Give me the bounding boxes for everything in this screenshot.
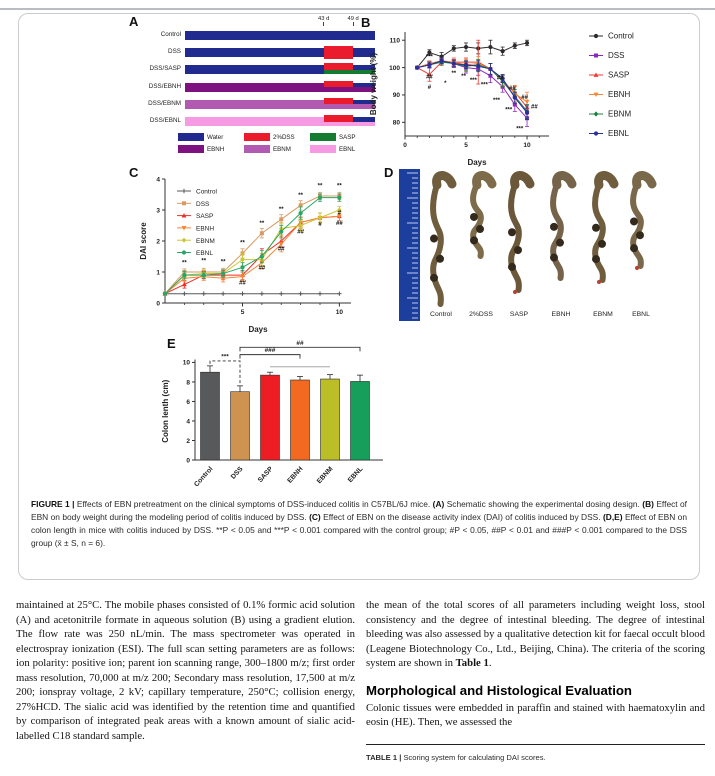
- legend-label: 2%DSS: [273, 133, 295, 141]
- svg-text:DSS: DSS: [229, 465, 245, 481]
- svg-text:##: ##: [496, 75, 504, 82]
- dosing-segment-dss: [324, 46, 353, 59]
- svg-text:###: ###: [264, 347, 276, 355]
- svg-text:Body weight (%): Body weight (%): [369, 52, 378, 116]
- dosing-bar: [185, 31, 375, 40]
- section-heading: Morphological and Histological Evaluation: [366, 682, 632, 698]
- svg-text:SASP: SASP: [196, 213, 214, 221]
- colon-photograph: [391, 166, 686, 326]
- dosing-row-label: Control: [160, 31, 181, 38]
- svg-text:##: ##: [297, 229, 304, 236]
- svg-text:100: 100: [389, 64, 400, 72]
- dosing-segment-water: [185, 48, 324, 57]
- svg-text:##: ##: [521, 94, 528, 101]
- svg-text:EBNM: EBNM: [196, 237, 215, 245]
- svg-text:**: **: [201, 258, 207, 265]
- svg-text:**: **: [182, 260, 187, 267]
- right-column: [366, 598, 705, 765]
- svg-text:EBNM: EBNM: [315, 465, 335, 486]
- bold-segment: (B): [642, 499, 654, 509]
- svg-text:110: 110: [389, 37, 400, 45]
- time-mark-label: 49 d: [347, 16, 359, 22]
- svg-text:#: #: [337, 210, 342, 217]
- svg-text:10: 10: [182, 359, 190, 367]
- svg-text:Days: Days: [248, 325, 268, 334]
- svg-text:Days: Days: [467, 158, 487, 167]
- svg-text:4: 4: [186, 418, 190, 426]
- svg-text:Control: Control: [430, 311, 452, 318]
- dosing-bar: [185, 65, 375, 74]
- svg-text:90: 90: [392, 92, 400, 100]
- legend-swatch: [310, 133, 336, 141]
- text-segment: Effect of EBN on the disease activity index (DAI) of colitis induced by DSS.: [320, 512, 603, 523]
- svg-text:***: ***: [469, 77, 477, 84]
- svg-text:2%DSS: 2%DSS: [469, 311, 493, 318]
- dosing-row-label: DSS: [168, 48, 181, 56]
- svg-text:EBNM: EBNM: [608, 109, 632, 119]
- panel-a-dosing-schematic: [127, 17, 377, 163]
- bold-segment: Table 1: [455, 657, 489, 670]
- svg-text:EBNH: EBNH: [286, 465, 305, 485]
- legend-label: EBNM: [273, 145, 291, 153]
- dosing-legend: [169, 133, 377, 157]
- svg-text:***: ***: [221, 353, 229, 361]
- svg-text:4: 4: [156, 176, 160, 184]
- panel-c-label: C: [129, 165, 139, 180]
- dosing-segment-ebnm: [185, 100, 324, 109]
- time-mark-tick: [353, 22, 354, 26]
- page-top-rule: [0, 8, 715, 10]
- svg-text:##: ##: [509, 86, 516, 93]
- svg-text:10: 10: [335, 309, 343, 316]
- legend-label: Water: [207, 133, 224, 141]
- legend-item-2-dss: [244, 133, 302, 141]
- legend-label: EBNH: [207, 145, 225, 153]
- svg-text:***: ***: [480, 82, 488, 89]
- dosing-bar: [185, 48, 375, 57]
- svg-text:3: 3: [156, 207, 160, 215]
- dosing-segment-ebnh: [185, 83, 324, 92]
- text-segment: .: [488, 657, 492, 670]
- svg-text:##: ##: [426, 74, 433, 81]
- legend-item-ebnm: [244, 145, 302, 153]
- svg-text:2: 2: [156, 238, 160, 246]
- legend-item-water: [178, 133, 236, 141]
- legend-item-ebnl: [310, 145, 368, 153]
- colon-length-bar-chart: [159, 336, 403, 504]
- left-column: [16, 598, 355, 743]
- svg-text:0: 0: [186, 457, 190, 465]
- dosing-segment-water: [185, 31, 375, 40]
- svg-text:6: 6: [186, 398, 190, 406]
- svg-text:#: #: [318, 222, 322, 229]
- legend-item-ebnh: [178, 145, 236, 153]
- legend-swatch: [178, 133, 204, 141]
- text-segment: Schematic showing the experimental dosing design.: [444, 499, 643, 509]
- svg-text:***: ***: [516, 126, 524, 133]
- body-weight-line-chart: [367, 18, 677, 168]
- bold-segment: FIGURE 1 |: [31, 499, 77, 509]
- legend-item-sasp: [310, 133, 368, 141]
- panel-e-label: E: [167, 336, 176, 351]
- svg-text:2: 2: [186, 437, 190, 445]
- svg-text:DSS: DSS: [608, 51, 625, 61]
- text-segment: Scoring system for calculating DAI scores.: [403, 752, 546, 762]
- legend-swatch: [178, 145, 204, 153]
- svg-text:**: **: [278, 206, 284, 213]
- dosing-row-dss: [127, 48, 377, 57]
- legend-swatch: [310, 145, 336, 153]
- svg-text:0: 0: [156, 300, 160, 308]
- svg-text:DAI score: DAI score: [139, 222, 148, 260]
- time-mark-tick: [323, 22, 324, 26]
- dosing-bar: [185, 83, 375, 92]
- svg-text:**: **: [259, 220, 265, 227]
- svg-text:##: ##: [258, 265, 266, 272]
- dosing-row-dss-ebnm: [127, 100, 377, 109]
- svg-text:**: **: [317, 183, 323, 190]
- dosing-bar: [185, 100, 375, 109]
- legend-swatch: [244, 145, 270, 153]
- svg-text:EBNL: EBNL: [196, 250, 213, 258]
- dosing-bar: [185, 117, 375, 126]
- time-mark-label: 43 d: [318, 16, 330, 22]
- svg-text:##: ##: [296, 339, 304, 347]
- svg-text:80: 80: [392, 119, 400, 127]
- dosing-row-label: DSS/SASP: [149, 65, 181, 73]
- svg-text:**: **: [298, 192, 303, 199]
- svg-text:EBNH: EBNH: [551, 311, 571, 318]
- svg-text:DSS: DSS: [196, 200, 210, 208]
- dosing-row-dss-ebnh: [127, 83, 377, 92]
- svg-text:10: 10: [523, 142, 531, 149]
- time-mark: [314, 16, 334, 26]
- bold-segment: TABLE 1 |: [366, 752, 404, 762]
- dai-score-line-chart: [137, 169, 363, 335]
- legend-label: EBNL: [339, 145, 356, 153]
- svg-text:EBNL: EBNL: [608, 129, 629, 139]
- dosing-segment-ebnl: [185, 117, 324, 126]
- svg-text:##: ##: [336, 220, 343, 227]
- bold-segment: (D,E): [603, 512, 623, 523]
- svg-text:**: **: [240, 240, 245, 247]
- svg-text:##: ##: [531, 104, 538, 111]
- svg-text:SASP: SASP: [256, 465, 275, 485]
- svg-text:EBNL: EBNL: [346, 465, 365, 485]
- panel-a-label: A: [129, 14, 139, 29]
- dosing-row-dss-sasp: [127, 65, 377, 74]
- svg-text:Control: Control: [608, 31, 634, 41]
- svg-text:##: ##: [277, 246, 285, 253]
- svg-text:EBNH: EBNH: [608, 90, 631, 100]
- text-segment: Effect of EBN on body weight during the modeling period of colitis induced by DSS.: [31, 499, 688, 523]
- panel-b-label: B: [361, 15, 371, 30]
- svg-text:8: 8: [186, 379, 190, 387]
- svg-text:EBNM: EBNM: [593, 311, 613, 318]
- left-column-paragraph: maintained at 25°C. The mobile phases consisted of 0.1% formic acid solution (A) and acetonitrile formate in aqueous solution (B) using a gradient elution. The flow rate was 250 nL/min. The mass spectrometer was operated in electrospray ionization (ESI). The full scan setting parameters are as follows: ion polarity: positive ion; parent ion scanning range, 300–1800 m/z; first order mass resolution, 70,000 at m/z 200; Secondary mass resolution, 17,500 at m/z 200; ionspray voltage, 2 kV; capillary temperature, 250°C; collision energy, 27%HCD. The sialic acid was identified by the retention time and quantified by comparison of integrated peak areas with a known amount of sialic acid-labelled C18 standard sample.: [16, 599, 355, 742]
- svg-text:SASP: SASP: [608, 70, 630, 80]
- svg-text:EBNL: EBNL: [632, 311, 650, 318]
- svg-text:**: **: [337, 183, 342, 190]
- dosing-row-control: [127, 31, 377, 40]
- svg-text:EBNH: EBNH: [196, 225, 215, 233]
- right-column-paragraph-2: Colonic tissues were embedded in paraffin and stained with haematoxylin and eosin (HE). Then, we assessed the: [366, 701, 705, 729]
- table-top-rule: [366, 744, 705, 745]
- svg-text:Control: Control: [196, 188, 217, 196]
- svg-text:Colon lenth (cm): Colon lenth (cm): [161, 379, 170, 443]
- figure-caption: [31, 498, 687, 550]
- svg-text:*: *: [444, 81, 447, 88]
- dosing-row-label: DSS/EBNH: [148, 82, 181, 90]
- svg-text:0: 0: [403, 142, 407, 149]
- panel-d-label: D: [384, 165, 394, 180]
- table-1-caption: [366, 751, 705, 766]
- text-segment: the mean of the total scores of all parameters including weight loss, stool consistency and the degree of intestinal bleeding. The degree of intestinal bleeding was also assessed by a qualitative detection kit for faecal occult blood (Leagene Biotechnology Co., Ltd., Beijing, China). The criteria of the scoring system are shown in: [366, 599, 705, 670]
- svg-text:1: 1: [156, 269, 160, 277]
- svg-text:***: ***: [493, 98, 501, 105]
- legend-label: SASP: [339, 133, 356, 141]
- svg-text:***: ***: [505, 107, 513, 114]
- svg-text:#: #: [427, 84, 432, 91]
- dosing-row-label: DSS/EBNL: [149, 117, 181, 124]
- svg-text:**: **: [451, 71, 457, 78]
- figure-1-box: [18, 13, 700, 580]
- right-column-paragraph: [366, 598, 705, 671]
- svg-text:**: **: [461, 73, 466, 80]
- bold-segment: (A): [432, 499, 445, 509]
- dosing-row-dss-ebnl: [127, 117, 377, 126]
- text-segment: Effects of EBN pretreatment on the clinical symptoms of DSS-induced colitis in C57BL/6J mice.: [76, 499, 433, 509]
- svg-text:5: 5: [240, 309, 245, 316]
- svg-text:***: ***: [425, 54, 433, 61]
- svg-text:5: 5: [464, 142, 468, 149]
- text-segment: Effect of EBN on colon length in mice with colitis induced by DSS. **P < 0.05 and ***P < 0.001 compared with the control group; #P < 0.05, ##P < 0.01 and ###P < 0.001 compared to the DSS group (x̄ ± S, n = 6).: [31, 512, 687, 549]
- svg-text:Control: Control: [193, 465, 215, 489]
- dosing-segment-water: [185, 65, 324, 74]
- dosing-row-label: DSS/EBNM: [148, 99, 181, 107]
- bold-segment: (C): [309, 512, 321, 523]
- svg-text:##: ##: [239, 280, 246, 287]
- svg-text:**: **: [220, 259, 226, 266]
- svg-text:SASP: SASP: [509, 311, 529, 318]
- legend-swatch: [244, 133, 270, 141]
